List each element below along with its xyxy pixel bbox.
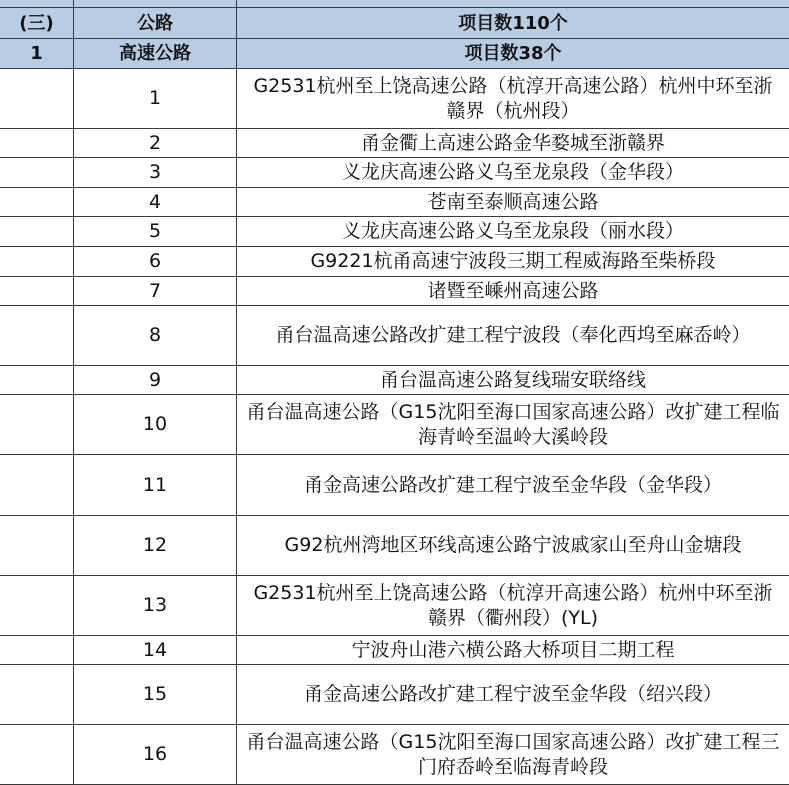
table-row [0, 636, 789, 665]
group-count: 项目数38个 [237, 39, 789, 69]
table-row [0, 188, 789, 217]
table-row [0, 247, 789, 277]
project-name: G92杭州湾地区环线高速公路宁波戚家山至舟山金塘段 [237, 516, 789, 576]
row-number: 3 [74, 158, 237, 188]
project-name: 甬金高速公路改扩建工程宁波至金华段（金华段） [237, 455, 789, 516]
section-count: 项目数110个 [237, 8, 789, 39]
table-row [0, 129, 789, 158]
project-name: 甬台温高速公路复线瑞安联络线 [237, 366, 789, 395]
group-row [0, 39, 789, 69]
table-row [0, 277, 789, 306]
project-name: 义龙庆高速公路义乌至龙泉段（金华段） [237, 158, 789, 188]
project-name: 宁波舟山港六横公路大桥项目二期工程 [237, 636, 789, 665]
row-number: 12 [74, 516, 237, 576]
project-name: 诸暨至嵊州高速公路 [237, 277, 789, 306]
table-row [0, 725, 789, 785]
row-number: 4 [74, 188, 237, 217]
section-row [0, 8, 789, 39]
project-name: 甬台温高速公路（G15沈阳至海口国家高速公路）改扩建工程临海青岭至温岭大溪岭段 [237, 395, 789, 455]
row-number: 14 [74, 636, 237, 665]
row-number: 11 [74, 455, 237, 516]
row-number: 15 [74, 665, 237, 725]
table-row [0, 69, 789, 129]
row-number: 9 [74, 366, 237, 395]
table-row [0, 665, 789, 725]
project-name: 苍南至泰顺高速公路 [237, 188, 789, 217]
row-number: 2 [74, 129, 237, 158]
table-row [0, 455, 789, 516]
table-row [0, 217, 789, 247]
project-name: 甬台温高速公路改扩建工程宁波段（奉化西坞至麻岙岭） [237, 306, 789, 366]
group-index: 1 [0, 39, 74, 69]
clipped-row [0, 0, 789, 8]
table-row [0, 516, 789, 576]
project-name: 义龙庆高速公路义乌至龙泉段（丽水段） [237, 217, 789, 247]
section-index: (三) [0, 8, 74, 39]
row-number: 5 [74, 217, 237, 247]
row-number: 6 [74, 247, 237, 277]
row-number: 8 [74, 306, 237, 366]
row-number: 1 [74, 69, 237, 129]
table-row [0, 576, 789, 636]
project-name: 甬台温高速公路（G15沈阳至海口国家高速公路）改扩建工程三门府岙岭至临海青岭段 [237, 725, 789, 785]
row-number: 13 [74, 576, 237, 636]
row-number: 16 [74, 725, 237, 785]
project-name: 甬金衢上高速公路金华婺城至浙赣界 [237, 129, 789, 158]
table-row [0, 158, 789, 188]
row-number: 10 [74, 395, 237, 455]
project-name: G2531杭州至上饶高速公路（杭淳开高速公路）杭州中环至浙赣界（衢州段）(YL) [237, 576, 789, 636]
group-category: 高速公路 [74, 39, 237, 69]
table-row [0, 366, 789, 395]
project-name: G9221杭甬高速宁波段三期工程威海路至柴桥段 [237, 247, 789, 277]
row-number: 7 [74, 277, 237, 306]
table-row [0, 306, 789, 366]
project-name: G2531杭州至上饶高速公路（杭淳开高速公路）杭州中环至浙赣界（杭州段） [237, 69, 789, 129]
table-row [0, 395, 789, 455]
project-name: 甬金高速公路改扩建工程宁波至金华段（绍兴段） [237, 665, 789, 725]
section-category: 公路 [74, 8, 237, 39]
